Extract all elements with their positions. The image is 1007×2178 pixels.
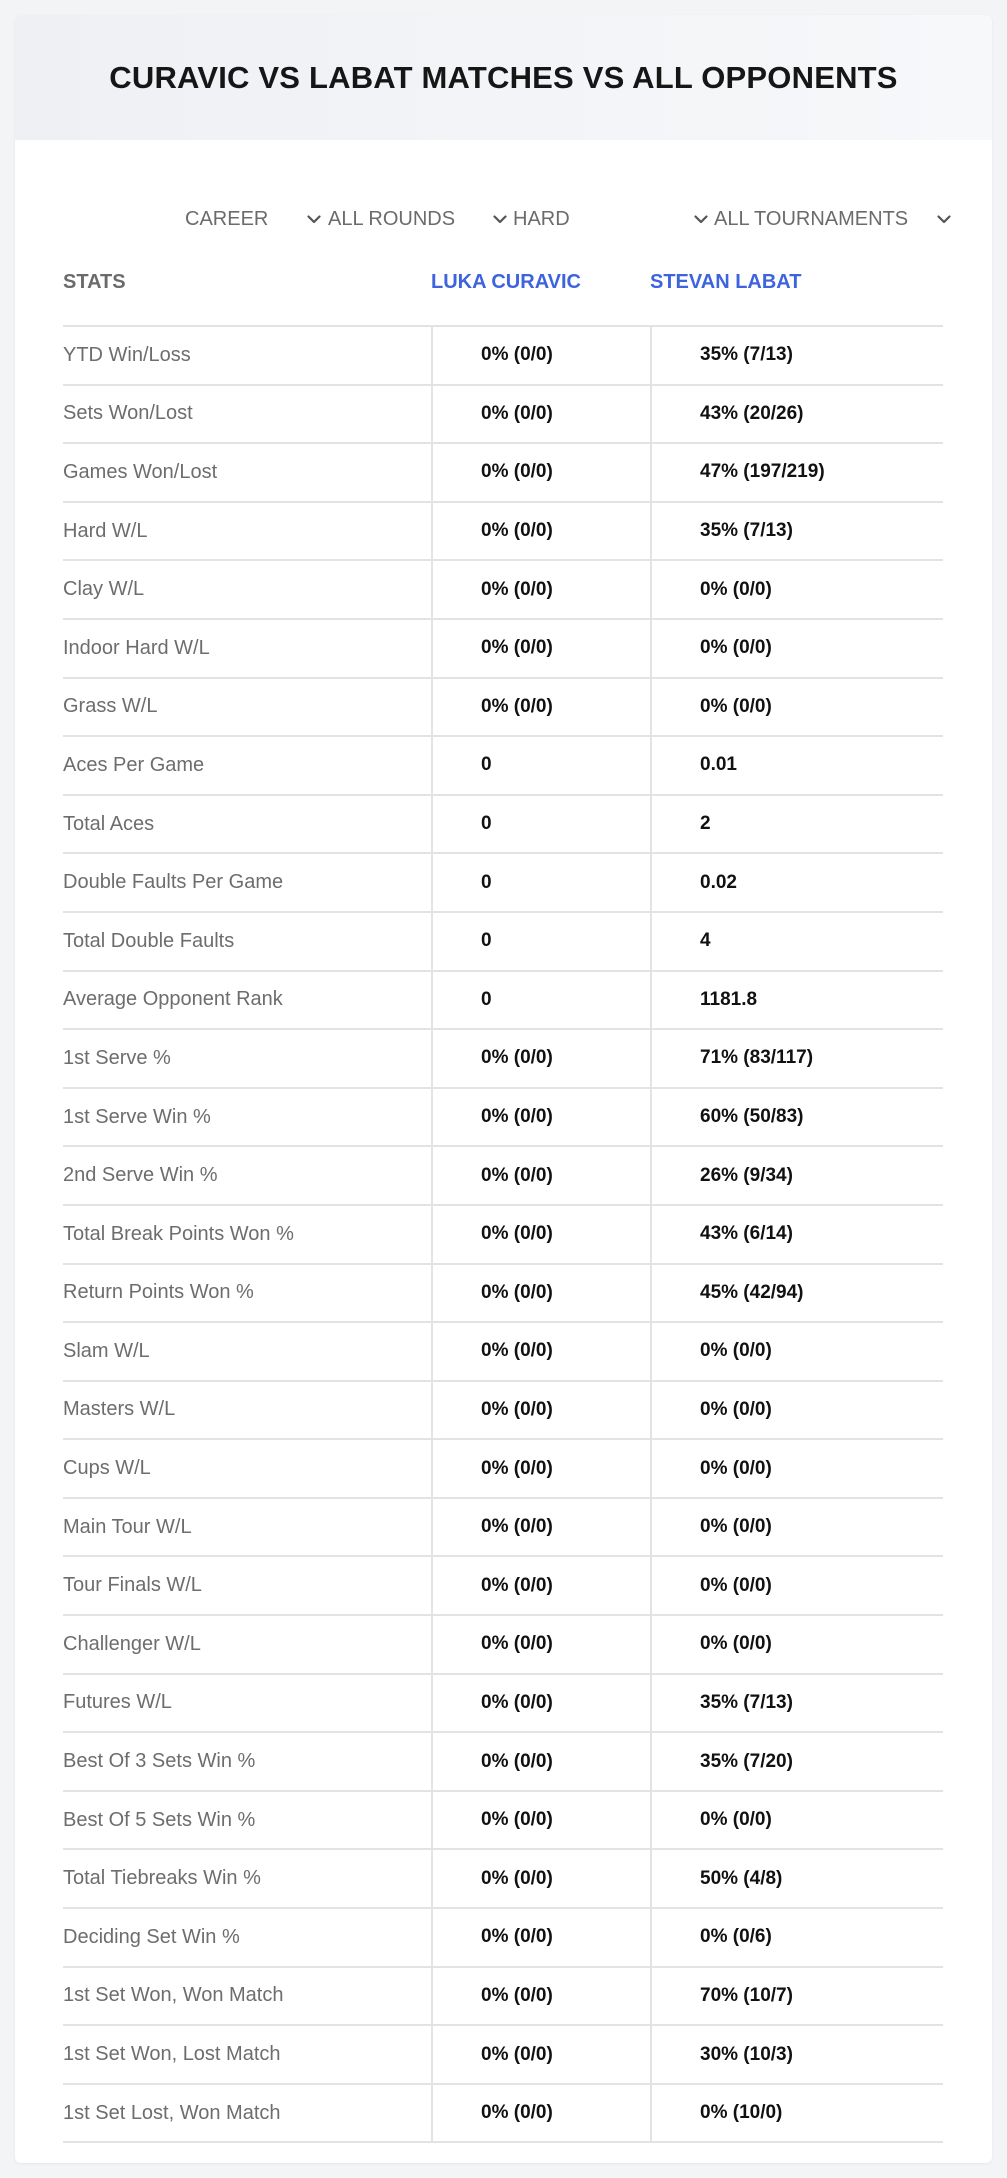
stat-label: Double Faults Per Game <box>63 871 284 894</box>
filter-surface-select[interactable] <box>513 193 709 245</box>
stat-label: Total Tiebreaks Win % <box>63 1867 261 1890</box>
player2-stat-value: 30% (10/3) <box>650 2026 943 2083</box>
player2-stat-value: 60% (50/83) <box>650 1089 943 1146</box>
player2-stat-value: 43% (6/14) <box>650 1206 943 1263</box>
table-row <box>63 620 943 679</box>
table-row <box>63 1499 943 1558</box>
stat-label: Aces Per Game <box>63 753 205 776</box>
player1-stat-value: 0% (0/0) <box>431 620 650 677</box>
player1-stat-value: 0 <box>431 854 650 911</box>
player1-stat-value: 0 <box>431 913 650 970</box>
player1-stat-value: 0% (0/0) <box>431 503 650 560</box>
player1-stat-value: 0 <box>431 737 650 794</box>
stats-card <box>15 15 992 2163</box>
filter-period-label: CAREER <box>185 207 269 230</box>
player2-stat-value: 0% (10/0) <box>650 2085 943 2142</box>
stat-label: Total Break Points Won % <box>63 1222 294 1245</box>
player2-stat-value: 50% (4/8) <box>650 1850 943 1907</box>
table-header <box>63 245 943 327</box>
player1-stat-value: 0% (0/0) <box>431 1089 650 1146</box>
player2-stat-value: 47% (197/219) <box>650 444 943 501</box>
player2-stat-value: 0% (0/0) <box>650 1382 943 1439</box>
table-row <box>63 1265 943 1324</box>
stat-label: Slam W/L <box>63 1339 150 1362</box>
stat-label: Main Tour W/L <box>63 1515 192 1538</box>
table-row <box>63 737 943 796</box>
player2-stat-value: 0% (0/0) <box>650 620 943 677</box>
filter-tournament-select[interactable] <box>714 193 952 245</box>
stat-label: 1st Set Won, Lost Match <box>63 2043 281 2066</box>
player2-stat-value: 0% (0/6) <box>650 1909 943 1966</box>
player2-stat-value: 0.01 <box>650 737 943 794</box>
player1-stat-value: 0% (0/0) <box>431 1909 650 1966</box>
table-row <box>63 1675 943 1734</box>
stat-label: 1st Set Won, Won Match <box>63 1984 284 2007</box>
player1-stat-value: 0% (0/0) <box>431 1265 650 1322</box>
table-row <box>63 1557 943 1616</box>
table-row <box>63 2085 943 2144</box>
stat-label: Total Aces <box>63 812 155 835</box>
stat-label: Masters W/L <box>63 1398 176 1421</box>
player2-stat-value: 2 <box>650 796 943 853</box>
table-row <box>63 503 943 562</box>
table-row <box>63 1616 943 1675</box>
player1-stat-value: 0% (0/0) <box>431 1850 650 1907</box>
player2-stat-value: 43% (20/26) <box>650 386 943 443</box>
filter-surface-label: HARD <box>513 207 570 230</box>
stat-label: Futures W/L <box>63 1691 172 1714</box>
player2-stat-value: 0.02 <box>650 854 943 911</box>
table-row <box>63 2026 943 2085</box>
player2-stat-value: 0% (0/0) <box>650 1616 943 1673</box>
table-row <box>63 327 943 386</box>
player1-stat-value: 0% (0/0) <box>431 444 650 501</box>
chevron-down-icon <box>693 211 709 227</box>
player2-stat-value: 1181.8 <box>650 972 943 1029</box>
filter-round-select[interactable] <box>328 193 508 245</box>
table-row <box>63 444 943 503</box>
player1-stat-value: 0% (0/0) <box>431 1382 650 1439</box>
table-row <box>63 1733 943 1792</box>
player2-stat-value: 35% (7/13) <box>650 503 943 560</box>
player1-stat-value: 0% (0/0) <box>431 1557 650 1614</box>
stat-label: 1st Serve Win % <box>63 1105 211 1128</box>
player1-stat-value: 0% (0/0) <box>431 679 650 736</box>
filter-period-select[interactable] <box>185 193 322 245</box>
player1-stat-value: 0% (0/0) <box>431 1675 650 1732</box>
stats-column-header: STATS <box>63 271 126 293</box>
player2-stat-value: 0% (0/0) <box>650 1499 943 1556</box>
table-body <box>63 327 943 2143</box>
player2-stat-value: 0% (0/0) <box>650 1323 943 1380</box>
player1-stat-value: 0% (0/0) <box>431 1499 650 1556</box>
stat-label: Total Double Faults <box>63 929 235 952</box>
player1-stat-value: 0% (0/0) <box>431 2085 650 2142</box>
table-row <box>63 679 943 738</box>
table-row <box>63 972 943 1031</box>
stat-label: 1st Set Lost, Won Match <box>63 2101 281 2124</box>
table-row <box>63 1147 943 1206</box>
table-row <box>63 561 943 620</box>
stat-label: Cups W/L <box>63 1457 151 1480</box>
page-title: CURAVIC VS LABAT MATCHES VS ALL OPPONENTS <box>109 59 898 95</box>
table-row <box>63 1440 943 1499</box>
player2-stat-value: 0% (0/0) <box>650 561 943 618</box>
player1-stat-value: 0% (0/0) <box>431 1323 650 1380</box>
player2-stat-value: 35% (7/13) <box>650 327 943 384</box>
stat-label: Average Opponent Rank <box>63 988 283 1011</box>
player1-stat-value: 0 <box>431 796 650 853</box>
table-row <box>63 854 943 913</box>
table-row <box>63 1850 943 1909</box>
player1-stat-value: 0% (0/0) <box>431 561 650 618</box>
filter-tournament-label: ALL TOURNAMENTS <box>714 207 909 230</box>
player1-stat-value: 0% (0/0) <box>431 1733 650 1790</box>
stat-label: Challenger W/L <box>63 1632 201 1655</box>
stat-label: Hard W/L <box>63 519 148 542</box>
stat-label: Clay W/L <box>63 578 145 601</box>
table-row <box>63 1382 943 1441</box>
stat-label: Games Won/Lost <box>63 460 218 483</box>
player1-stat-value: 0% (0/0) <box>431 327 650 384</box>
table-row <box>63 1089 943 1148</box>
table-row <box>63 1206 943 1265</box>
stat-label: Return Points Won % <box>63 1281 254 1304</box>
player1-name-link[interactable]: LUKA CURAVIC <box>431 271 581 293</box>
player1-stat-value: 0% (0/0) <box>431 1616 650 1673</box>
player1-stat-value: 0% (0/0) <box>431 386 650 443</box>
player1-stat-value: 0% (0/0) <box>431 1206 650 1263</box>
player2-stat-value: 26% (9/34) <box>650 1147 943 1204</box>
stat-label: Deciding Set Win % <box>63 1925 240 1948</box>
stat-label: Indoor Hard W/L <box>63 636 210 659</box>
player2-stat-value: 0% (0/0) <box>650 1792 943 1849</box>
stat-label: Grass W/L <box>63 695 158 718</box>
player2-stat-value: 70% (10/7) <box>650 1968 943 2025</box>
player1-stat-value: 0% (0/0) <box>431 1147 650 1204</box>
stat-label: Tour Finals W/L <box>63 1574 202 1597</box>
table-row <box>63 1323 943 1382</box>
stat-label: YTD Win/Loss <box>63 343 191 366</box>
player1-stat-value: 0% (0/0) <box>431 1968 650 2025</box>
table-row <box>63 386 943 445</box>
table-row <box>63 1792 943 1851</box>
stat-label: Best Of 5 Sets Win % <box>63 1808 256 1831</box>
stat-label: 1st Serve % <box>63 1046 171 1069</box>
player1-stat-value: 0% (0/0) <box>431 2026 650 2083</box>
table-row <box>63 796 943 855</box>
player2-stat-value: 4 <box>650 913 943 970</box>
table-row <box>63 1968 943 2027</box>
player2-stat-value: 0% (0/0) <box>650 1440 943 1497</box>
filter-bar <box>15 193 992 245</box>
stat-label: Best Of 3 Sets Win % <box>63 1750 256 1773</box>
table-row <box>63 1030 943 1089</box>
player2-stat-value: 0% (0/0) <box>650 1557 943 1614</box>
player2-stat-value: 45% (42/94) <box>650 1265 943 1322</box>
player2-stat-value: 71% (83/117) <box>650 1030 943 1087</box>
chevron-down-icon <box>306 211 322 227</box>
stat-label: 2nd Serve Win % <box>63 1164 218 1187</box>
chevron-down-icon <box>492 211 508 227</box>
stat-label: Sets Won/Lost <box>63 402 193 425</box>
stats-table <box>63 245 943 2143</box>
player2-stat-value: 35% (7/13) <box>650 1675 943 1732</box>
player1-stat-value: 0% (0/0) <box>431 1792 650 1849</box>
table-row <box>63 1909 943 1968</box>
player2-stat-value: 35% (7/20) <box>650 1733 943 1790</box>
player1-stat-value: 0% (0/0) <box>431 1440 650 1497</box>
filter-round-label: ALL ROUNDS <box>328 207 456 230</box>
player1-stat-value: 0% (0/0) <box>431 1030 650 1087</box>
chevron-down-icon <box>936 211 952 227</box>
player1-stat-value: 0 <box>431 972 650 1029</box>
player2-name-link[interactable]: STEVAN LABAT <box>650 271 802 293</box>
card-header <box>15 15 992 140</box>
table-row <box>63 913 943 972</box>
player2-stat-value: 0% (0/0) <box>650 679 943 736</box>
